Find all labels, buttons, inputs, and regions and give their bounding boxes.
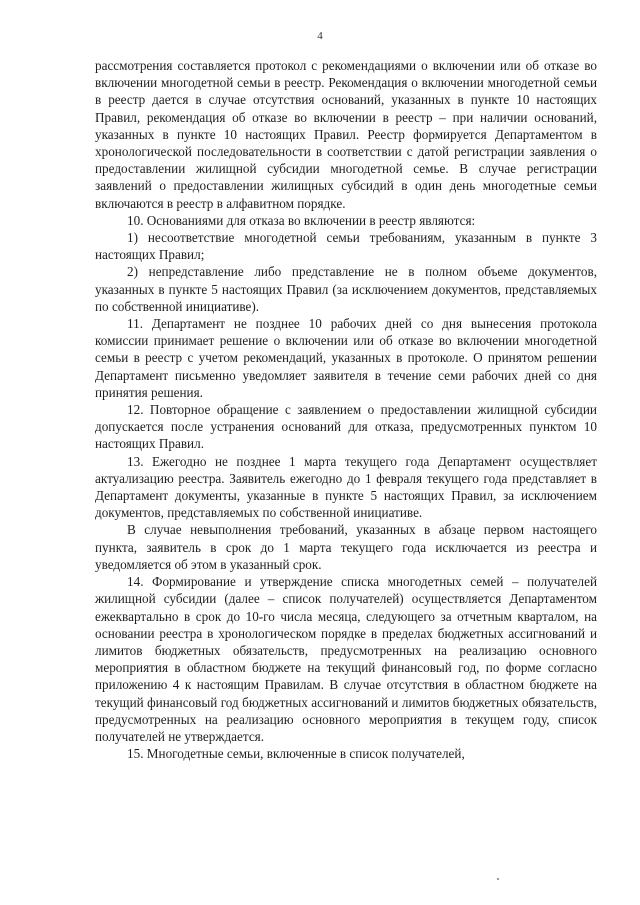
paragraph-item-13: 13. Ежегодно не позднее 1 марта текущего года Департамент осуществляет актуализацию реестра. Заявитель ежегодно до 1 февраля текущего года представляет в Департамент документы, указанные в пункте 5 настоящих Правил, за исключением документов, представляемых по собственной инициативе. [95,453,597,521]
paragraph-item-10-2: 2) непредставление либо представление не в полном объеме документов, указанных в пункте 5 настоящих Правил (за исключением документов, представляемых по собственной инициативе). [95,264,597,314]
page-number: 4 [317,30,323,42]
paragraph-item-14: 14. Формирование и утверждение списка многодетных семей – получателей жилищной субсидии (далее – список получателей) осуществляется Департаментом ежеквартально в срок до 10-го числа месяца, следующего за отчетным кварталом, на основании реестра в хронологическом порядке в пределах бюджетных ассигнований и лимитов бюджетных обязательств, предусмотренных на реализацию основного мероприятия в областном бюджете на текущий финансовый год, по форме согласно приложению 4 к настоящим Правилам. В случае отсутствия в областном бюджете на текущий финансовый год бюджетных ассигнований и лимитов бюджетных обязательств, предусмотренных на реализацию основного мероприятия в текущем году, список получателей не утверждается. [95,574,597,744]
paragraph-continuation: рассмотрения составляется протокол с рекомендациями о включении или об отказе во включении многодетной семьи в реестр. Рекомендация о включении многодетной семьи в реестр дается в случае отсутствия оснований, указанных в пункте 10 настоящих Правил, рекомендация об отказе во включении в реестр – при наличии оснований, указанных в пункте 10 настоящих Правил. Реестр формируется Департаментом в хронологической последовательности в соответствии с датой регистрации заявления о предоставлении жилищной субсидии многодетной семье. В случае регистрации заявлений о предоставлении жилищных субсидий в один день многодетные семьи включаются в реестр в алфавитном порядке. [95,58,597,211]
paragraph-item-15: 15. Многодетные семьи, включенные в список получателей, [127,746,465,762]
document-body [95,57,597,762]
paragraph-item-10: 10. Основаниями для отказа во включении в реестр являются: [127,212,476,228]
scan-speck [497,878,499,880]
paragraph-item-13-second: В случае невыполнения требований, указанных в абзаце первом настоящего пункта, заявитель в срок до 1 марта текущего года исключается из реестра и уведомляется об этом в указанный срок. [95,522,597,572]
paragraph-item-11: 11. Департамент не позднее 10 рабочих дней со дня вынесения протокола комиссии принимает решение о включении или об отказе во включении многодетной семьи в реестр с учетом рекомендаций, указанных в протоколе. О принятом решении Департамент письменно уведомляет заявителя в течение семи рабочих дней со дня принятия решения. [95,316,597,400]
paragraph-item-10-1: 1) несоответствие многодетной семьи требованиям, указанным в пункте 3 настоящих Правил; [95,230,597,263]
paragraph-item-12: 12. Повторное обращение с заявлением о предоставлении жилищной субсидии допускается после устранения оснований для отказа, предусмотренных пунктом 10 настоящих Правил. [95,402,597,452]
